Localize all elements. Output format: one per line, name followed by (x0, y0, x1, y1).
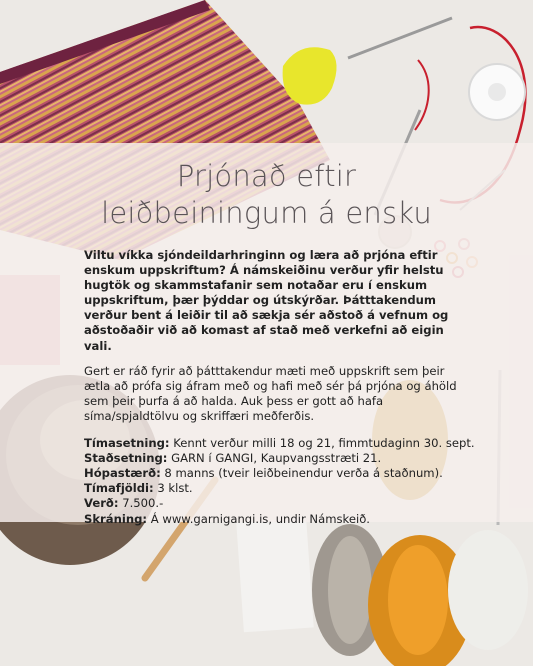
detail-registration (84, 512, 464, 527)
title-line-2: leiðbeiningum á ensku (101, 196, 432, 230)
detail-label: Hópastærð: (84, 466, 161, 481)
title-line-1: Prjónað eftir (176, 159, 357, 193)
detail-group-size (84, 466, 464, 481)
detail-location (84, 451, 464, 466)
detail-value: 3 klst. (153, 481, 193, 496)
detail-label: Staðsetning: (84, 451, 168, 466)
detail-value: Á www.garnigangi.is, undir Námskeið. (147, 511, 370, 526)
pattern-leaflet (236, 518, 314, 633)
detail-value: Kennt verður milli 18 og 21, fimmtudaginn 30. sept. (169, 436, 475, 451)
requirements-paragraph: Gert er ráð fyrir að þátttakendur mæti með uppskrift sem þeir ætla að prófa sig áfram með og hafi með sér þá prjóna og áhöld sem þeir þurfa á að halda. Auk þess er gott að hafa síma/spjaldtölvu og skriffæri meðferðis. (84, 363, 457, 423)
detail-label: Tímafjöldi: (84, 481, 154, 496)
intro-paragraph: Viltu víkka sjóndeildarhringinn og læra að prjóna eftir enskum uppskriftum? Á námskeiðinu verður yfir helstu hugtök og skammstafanir sem notaðar eru í enskum uppskriftum, þær þýddar og útskýrðar. Þátttakendum verður bent á leiðir til að sækja sér aðstoð á vefnum og aðstoðaðir við að komast af stað með verkefni að eigin vali. (84, 248, 449, 353)
detail-price (84, 496, 464, 511)
detail-value: 8 manns (tveir leiðbeinendur verða á staðnum). (160, 466, 443, 481)
detail-value: 7.500.- (118, 496, 164, 511)
detail-time (84, 436, 475, 451)
detail-label: Skráning: (84, 511, 148, 526)
thread-spool-icon (469, 64, 525, 120)
detail-value: GARN í GANGI, Kaupvangsstræti 21. (167, 451, 382, 466)
course-details (84, 436, 475, 527)
detail-hours (84, 481, 464, 496)
course-description (84, 248, 475, 527)
detail-label: Tímasetning: (84, 436, 170, 451)
page-title (0, 158, 533, 232)
detail-label: Verð: (84, 496, 119, 511)
